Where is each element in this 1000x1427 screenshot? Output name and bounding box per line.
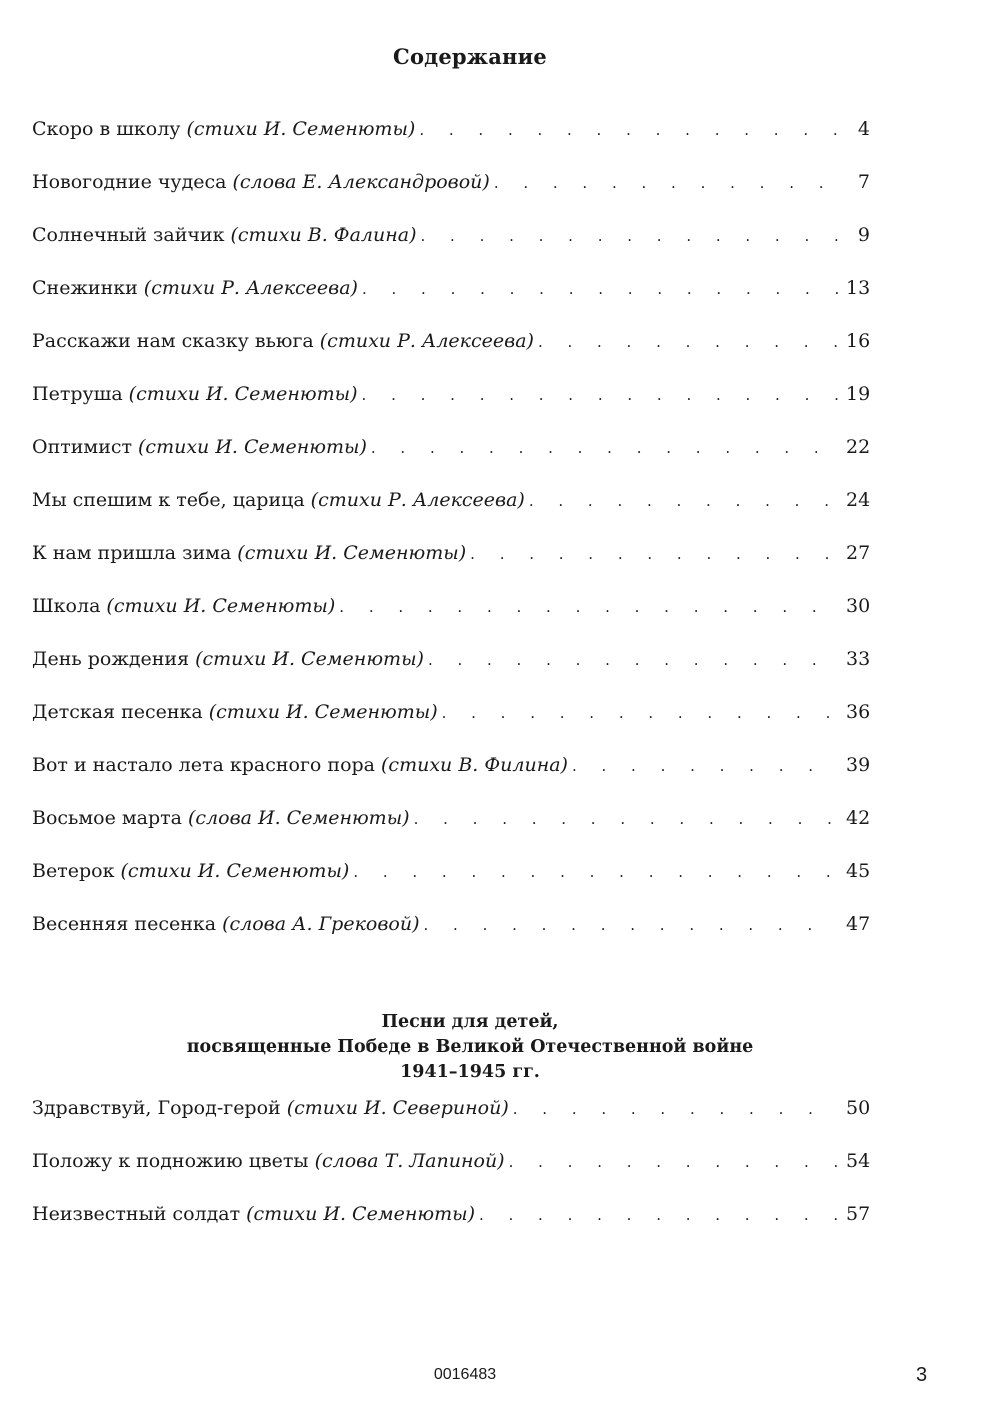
toc-entry-credit: (стихи Р. Алексеева) [310,489,525,511]
toc-entry[interactable] [32,648,870,701]
toc-entry-credit: (слова А. Грековой) [222,913,420,935]
toc-entry-page: 33 [846,648,871,670]
toc-entry[interactable] [32,436,870,489]
toc-entry-title: К нам пришла зима [32,542,232,564]
dot-leader [442,704,838,722]
toc-entry-page: 16 [846,330,871,352]
toc-entry[interactable] [32,913,870,966]
toc-entry[interactable] [32,118,870,171]
toc-entry-credit: (слова Т. Лапиной) [314,1150,505,1172]
toc-entry[interactable] [32,489,870,542]
toc-entry-title: Положу к подножию цветы [32,1150,309,1172]
toc-entry-page: 27 [846,542,871,564]
toc-entry-page: 50 [846,1097,871,1119]
toc-entry[interactable] [32,1203,870,1256]
toc-entry[interactable] [32,277,870,330]
toc-entry-page: 45 [846,860,871,882]
toc-entry-credit: (стихи И. Семенюты) [128,383,358,405]
toc-main-list [32,118,870,966]
toc-entry-page: 24 [846,489,871,511]
toc-entry-credit: (стихи И. Семенюты) [246,1203,475,1225]
dot-leader [362,280,838,298]
toc-entry-title: Снежинки [32,277,138,299]
dot-leader [419,121,838,139]
toc-entry[interactable] [32,224,870,277]
page-title: Содержание [393,44,547,69]
toc-entry[interactable] [32,595,870,648]
toc-entry[interactable] [32,1150,870,1203]
dot-leader [479,1206,838,1224]
dot-leader [371,439,838,457]
toc-entry[interactable] [32,701,870,754]
toc-entry-credit: (стихи И. Семенюты) [195,648,424,670]
toc-entry-page: 13 [846,277,871,299]
toc-entry-title: Неизвестный солдат [32,1203,241,1225]
toc-entry-title: Расскажи нам сказку вьюга [32,330,314,352]
toc-entry-credit: (стихи Р. Алексеева) [143,277,358,299]
toc-entry[interactable] [32,754,870,807]
toc-entry[interactable] [32,171,870,224]
toc-entry-title: Мы спешим к тебе, царица [32,489,305,511]
page-number: 3 [916,1364,928,1386]
toc-entry-credit: (стихи В. Филина) [381,754,568,776]
toc-entry[interactable] [32,1097,870,1150]
dot-leader [572,757,838,775]
toc-entry-title: Новогодние чудеса [32,171,227,193]
toc-entry-title: Здравствуй, Город-герой [32,1097,281,1119]
dot-leader [428,651,838,669]
toc-entry-page: 42 [846,807,871,829]
toc-entry-credit: (стихи И. Семенюты) [237,542,467,564]
section-heading-line: посвященные Победе в Великой Отечественной войне [186,1037,754,1057]
toc-entry-title: Оптимист [32,436,133,458]
toc-entry-page: 4 [857,118,870,140]
section-heading-line: 1941–1945 гг. [400,1062,540,1082]
toc-entry[interactable] [32,330,870,383]
toc-entry-page: 36 [846,701,871,723]
toc-entry-page: 30 [846,595,871,617]
dot-leader [421,227,839,245]
toc-entry-title: Скоро в школу [32,118,181,140]
toc-entry-credit: (слова И. Семенюты) [188,807,410,829]
toc-entry-credit: (стихи В. Фалина) [230,224,417,246]
toc-entry-title: Ветерок [32,860,115,882]
dot-leader [470,545,838,563]
toc-entry[interactable] [32,860,870,913]
toc-entry-title: Восьмое марта [32,807,182,829]
dot-leader [353,863,838,881]
dot-leader [414,810,838,828]
dot-leader [494,174,838,192]
toc-entry-credit: (слова Е. Александровой) [232,171,490,193]
toc-entry-title: Весенняя песенка [32,913,217,935]
toc-entry[interactable] [32,383,870,436]
toc-entry-title: День рождения [32,648,190,670]
toc-entry-page: 19 [846,383,871,405]
print-code: 0016483 [433,1366,497,1383]
dot-leader [513,1100,838,1118]
dot-leader [424,916,839,934]
dot-leader [362,386,838,404]
toc-entry-credit: (стихи И. Семенюты) [186,118,416,140]
toc-entry-page: 22 [846,436,871,458]
dot-leader [538,333,838,351]
toc-entry-credit: (стихи И. Семенюты) [208,701,438,723]
section-heading [0,1010,940,1085]
section-heading-line: Песни для детей, [381,1012,559,1032]
toc-entry-page: 54 [846,1150,871,1172]
toc-entry-page: 7 [857,171,870,193]
toc-entry-title: Детская песенка [32,701,203,723]
toc-entry[interactable] [32,542,870,595]
dot-leader [509,1153,838,1171]
toc-entry-page: 39 [846,754,871,776]
dot-leader [529,492,838,510]
toc-entry-credit: (стихи И. Семенюты) [138,436,367,458]
toc-entry-credit: (стихи И. Семенюты) [120,860,350,882]
dot-leader [339,598,838,616]
toc-entry-title: Солнечный зайчик [32,224,225,246]
toc-entry-credit: (стихи И. Севериной) [286,1097,509,1119]
toc-entry-title: Вот и настало лета красного пора [32,754,376,776]
toc-entry-credit: (стихи И. Семенюты) [106,595,336,617]
toc-entry[interactable] [32,807,870,860]
toc-entry-page: 9 [857,224,870,246]
toc-section-list [32,1097,870,1256]
toc-entry-title: Школа [32,595,101,617]
toc-entry-credit: (стихи Р. Алексеева) [319,330,534,352]
toc-entry-page: 47 [846,913,871,935]
toc-entry-title: Петруша [32,383,123,405]
toc-entry-page: 57 [846,1203,871,1225]
